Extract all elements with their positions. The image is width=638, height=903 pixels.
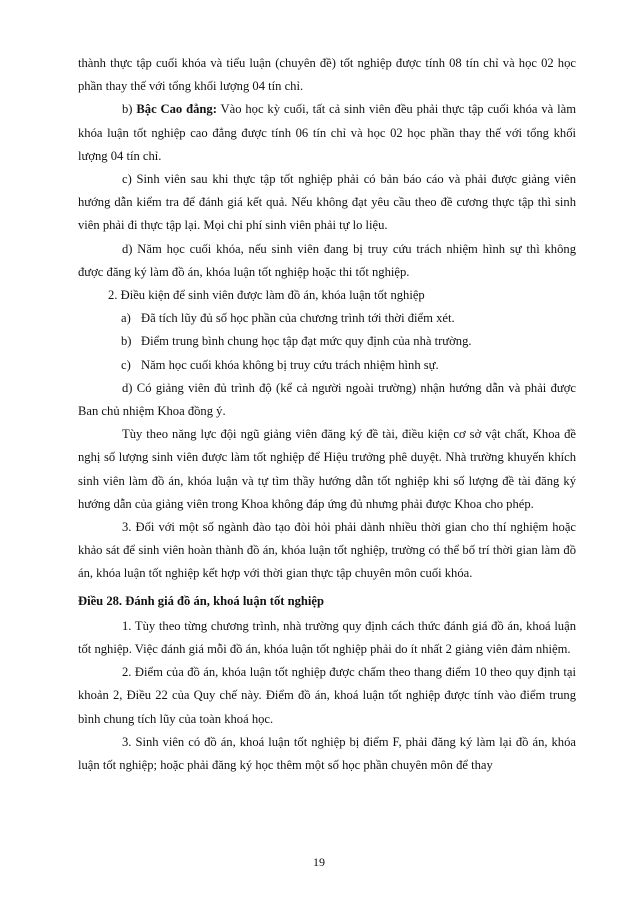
article-heading: Điều 28. Đánh giá đồ án, khoá luận tốt nghiệp: [78, 593, 324, 608]
list-marker: b): [121, 334, 132, 349]
bold-term: Bậc Cao đẳng:: [136, 102, 217, 117]
list-marker: a): [121, 311, 131, 326]
page-number: 19: [313, 855, 325, 869]
list-item-text: Năm học cuối khóa không bị truy cứu trách nhiệm hình sự.: [141, 357, 439, 372]
paragraph: 1. Tùy theo từng chương trình, nhà trường quy định cách thức đánh giá đồ án, khoá luận tốt nghiệp. Việc đánh giá mỗi đồ án, khóa luận tốt nghiệp phải do ít nhất 2 giảng viên đảm nhiệm.: [78, 618, 576, 657]
list-item-text: Đã tích lũy đủ số học phần của chương trình tới thời điểm xét.: [141, 311, 455, 326]
document-body: [78, 52, 576, 777]
paragraph: 3. Đối với một số ngành đào tạo đòi hỏi phải dành nhiều thời gian cho thí nghiệm hoặc khảo sát để sinh viên hoàn thành đồ án, khóa luận tốt nghiệp, trường có thể bố trí thời gian làm đồ án, khóa luận tốt nghiệp kết hợp với thời gian thực tập chuyên môn cuối khóa.: [78, 520, 576, 581]
paragraph: c) Sinh viên sau khi thực tập tốt nghiệp phải có bản báo cáo và phải được giảng viên hướng dẫn kiểm tra để đánh giá kết quả. Nếu không đạt yêu cầu theo đề cương thực tập thì sinh viên phải đi thực tập lại. Mọi chi phí sinh viên phải tự lo liệu.: [78, 172, 576, 233]
section-heading: 2. Điều kiện để sinh viên được làm đồ án, khóa luận tốt nghiệp: [108, 288, 425, 303]
list-item-text: Điểm trung bình chung học tập đạt mức quy định của nhà trường.: [141, 334, 472, 349]
list-item: [78, 307, 576, 330]
paragraph: d) Năm học cuối khóa, nếu sinh viên đang bị truy cứu trách nhiệm hình sự thì không được đăng ký làm đồ án, khóa luận tốt nghiệp hoặc thi tốt nghiệp.: [78, 241, 576, 279]
list-item: [78, 330, 576, 353]
list-item: [78, 354, 576, 377]
paragraph: 2. Điểm của đồ án, khóa luận tốt nghiệp được chấm theo thang điểm 10 theo quy định tại khoản 2, Điều 22 của Quy chế này. Điểm đồ án, khoá luận tốt nghiệp được tính vào điểm trung bình chung tích lũy của toàn khoá học.: [78, 665, 576, 726]
paragraph: thành thực tập cuối khóa và tiểu luận (chuyên đề) tốt nghiệp được tính 08 tín chỉ và học 02 học phần thay thế với tổng khối lượng 04 tín chỉ.: [78, 56, 576, 94]
paragraph-text: Vào học kỳ cuối, tất cả sinh viên đều phải thực tập cuối khóa và làm khóa luận tốt nghiệp cao đẳng được tính 06 tín chỉ và học 02 học phần thay thế với tổng khối lượng 04 tín chỉ.: [78, 102, 577, 163]
paragraph: Tùy theo năng lực đội ngũ giảng viên đăng ký đề tài, điều kiện cơ sở vật chất, Khoa đề nghị số lượng sinh viên được làm tốt nghiệp để Hiệu trưởng phê duyệt. Nhà trường khuyến khích sinh viên làm đồ án, khóa luận và tự tìm thầy hướng dẫn tốt nghiệp khi số lượng đề tài đăng ký hướng dẫn của giảng viên trong Khoa không đáp ứng đủ nhưng phải được Khoa cho phép.: [78, 427, 576, 511]
paragraph-lead: b): [122, 102, 137, 117]
paragraph: [78, 98, 576, 168]
paragraph: 3. Sinh viên có đồ án, khoá luận tốt nghiệp bị điểm F, phải đăng ký làm lại đồ án, khóa luận tốt nghiệp; hoặc phải đăng ký học thêm một số học phần chuyên môn để thay: [78, 734, 576, 773]
paragraph: d) Có giảng viên đủ trình độ (kể cả người ngoài trường) nhận hướng dẫn và phải được Ban chủ nhiệm Khoa đồng ý.: [78, 380, 576, 419]
list-marker: c): [121, 357, 131, 372]
